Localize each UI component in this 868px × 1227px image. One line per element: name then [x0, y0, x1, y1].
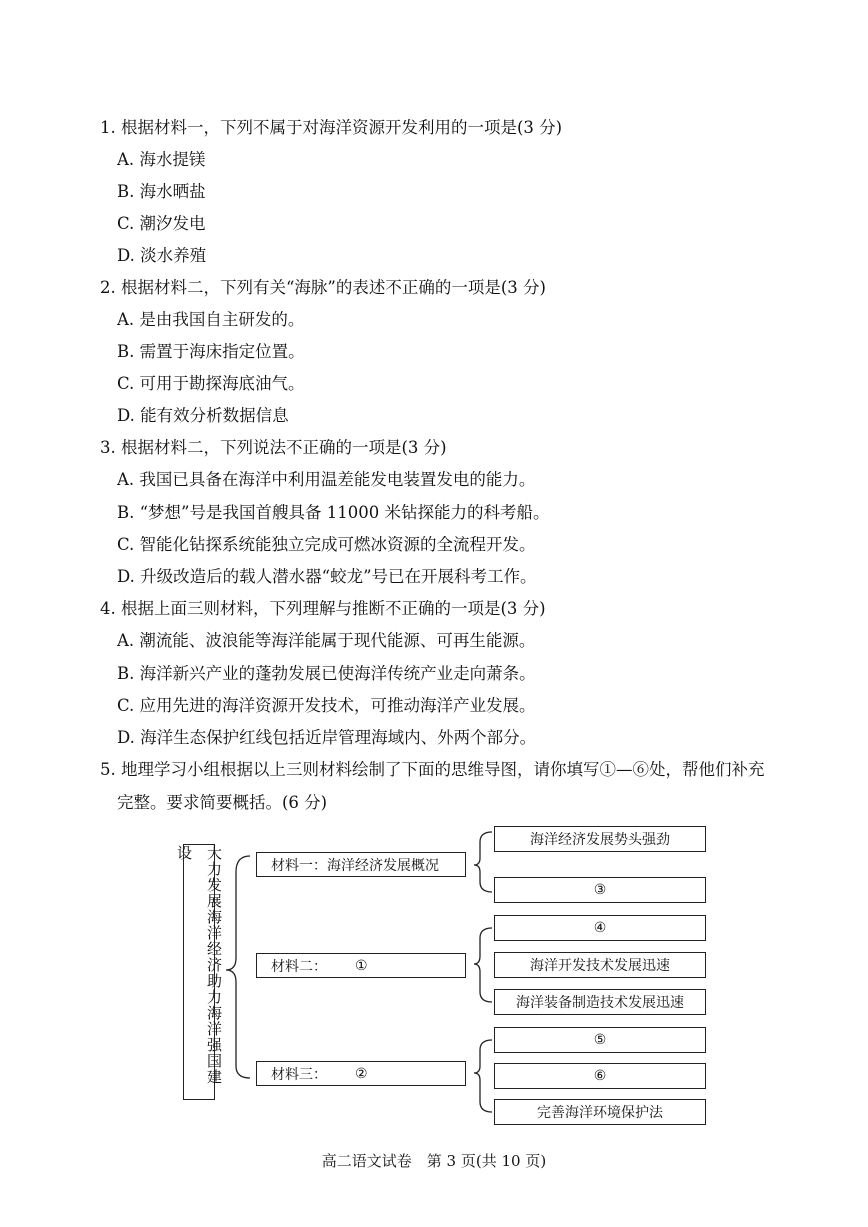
right-box: 海洋装备制造技术发展迅速 [494, 989, 706, 1015]
brace-2 [474, 928, 492, 1002]
mid-label: 材料三： [271, 1066, 327, 1083]
option: D. 淡水养殖 [117, 246, 207, 265]
option: A. 是由我国自主研发的。 [117, 310, 305, 329]
mid-label: 材料二： [271, 958, 327, 975]
question-stem-cont: 完整。要求简要概括。(6 分) [117, 793, 328, 812]
option: B. 海水晒盐 [117, 182, 206, 201]
question-stem: 5. 地理学习小组根据以上三则材料绘制了下面的思维导图，请你填写①—⑥处，帮他们补充 [100, 760, 765, 779]
right-box: ③ [494, 877, 706, 903]
option: C. 潮汐发电 [117, 214, 206, 233]
right-box: 完善海洋环境保护法 [494, 1099, 706, 1125]
question-stem: 2. 根据材料二，下列有关“海脉”的表述不正确的一项是(3 分) [100, 278, 546, 297]
question-stem: 4. 根据上面三则材料，下列理解与推断不正确的一项是(3 分) [100, 599, 546, 618]
right-box: ⑤ [494, 1027, 706, 1053]
page-footer: 高二语文试卷 第 3 页(共 10 页) [321, 1152, 547, 1170]
mid-box-material-2 [256, 953, 466, 978]
question-stem: 1. 根据材料一，下列不属于对海洋资源开发利用的一项是(3 分) [100, 118, 563, 137]
option: C. 可用于勘探海底油气。 [117, 374, 305, 393]
mindmap-title: 大力发展海洋经济助力海洋强国建设 [183, 844, 215, 1100]
option: B. 需置于海床指定位置。 [117, 342, 305, 361]
question-stem: 3. 根据材料二，下列说法不正确的一项是(3 分) [100, 438, 447, 457]
option: D. 升级改造后的载人潜水器“蛟龙”号已在开展科考工作。 [117, 567, 537, 586]
option: A. 我国已具备在海洋中利用温差能发电装置发电的能力。 [117, 470, 536, 489]
mid-box-material-3 [256, 1061, 466, 1086]
option: C. 智能化钻探系统能独立完成可燃冰资源的全流程开发。 [117, 535, 536, 554]
mid-box-material-1 [256, 852, 466, 877]
right-box: ④ [494, 915, 706, 941]
option: D. 海洋生态保护红线包括近岸管理海域内、外两个部分。 [117, 728, 537, 747]
blank-marker: ② [355, 1065, 368, 1082]
right-box: ⑥ [494, 1063, 706, 1089]
right-box: 海洋经济发展势头强劲 [494, 826, 706, 852]
option: A. 海水提镁 [117, 150, 206, 169]
option: B. 海洋新兴产业的蓬勃发展已使海洋传统产业走向萧条。 [117, 664, 536, 683]
option: A. 潮流能、波浪能等海洋能属于现代能源、可再生能源。 [117, 631, 536, 650]
option: D. 能有效分析数据信息 [117, 406, 289, 425]
mid-label: 材料一：海洋经济发展概况 [271, 857, 439, 874]
option: B. “梦想”号是我国首艘具备 11000 米钻探能力的科考船。 [117, 503, 550, 522]
right-box: 海洋开发技术发展迅速 [494, 952, 706, 978]
main-brace [226, 856, 250, 1078]
brace-1 [474, 832, 492, 892]
brace-3 [474, 1040, 492, 1112]
option: C. 应用先进的海洋资源开发技术，可推动海洋产业发展。 [117, 696, 536, 715]
blank-marker: ① [355, 957, 368, 974]
